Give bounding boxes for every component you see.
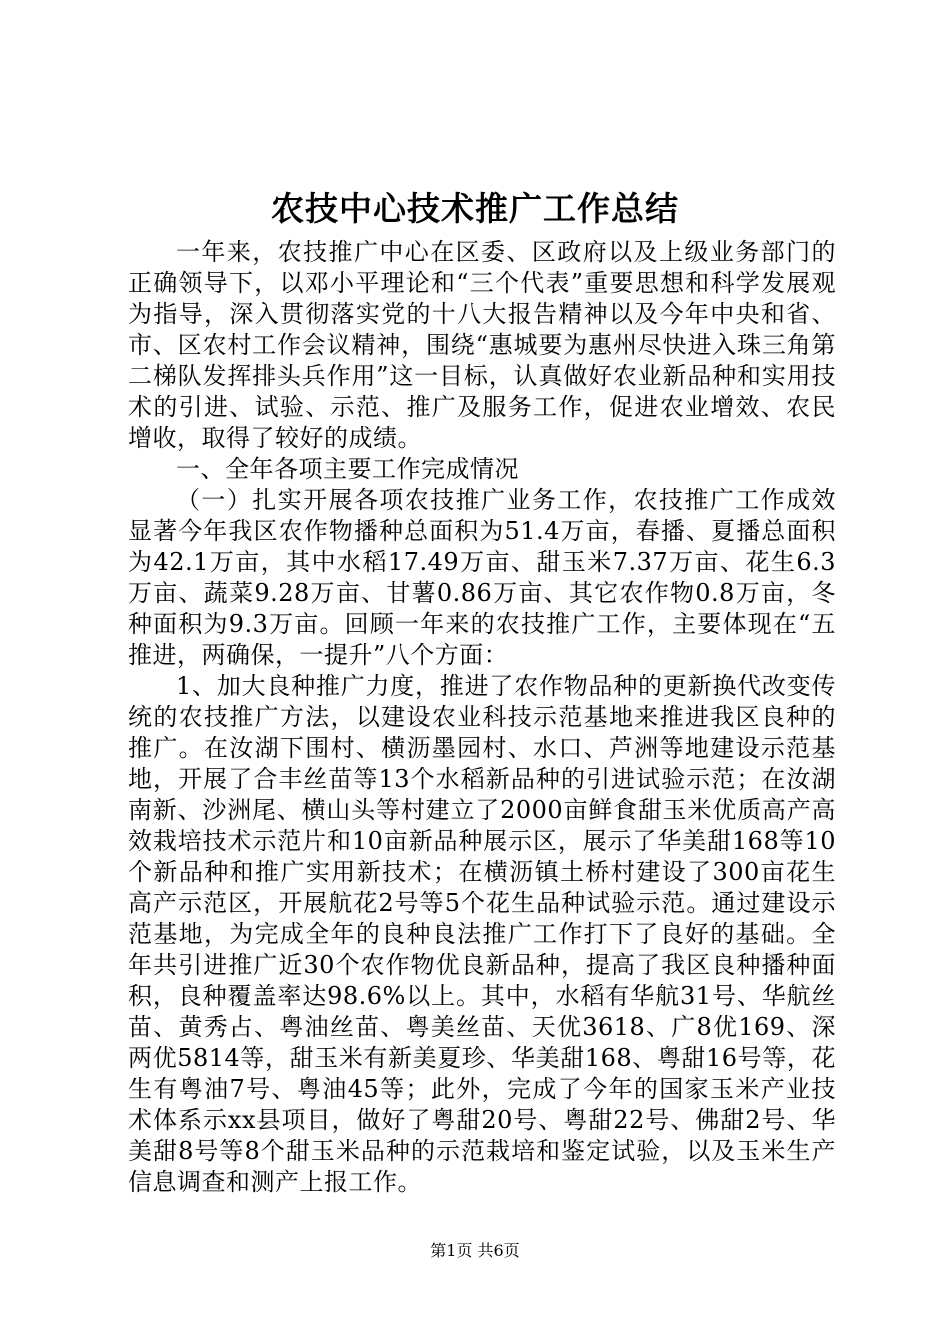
section-heading: 一、全年各项主要工作完成情况 (176, 455, 519, 483)
paragraph-item-1: 1、加大良种推广力度，推进了农作物品种的更新换代改变传统的农技推广方法，以建设农业科技示范基地来推进我区良种的推广。在汝湖下围村、横沥墨园村、水口、芦洲等地建设示范基地，开展了合丰丝苗等13个水稻新品种的引进试验示范；在汝湖南新、沙洲尾、横山头等村建立了2000亩鲜食甜玉米优质高产高效栽培技术示范片和10亩新品种展示区，展示了华美甜168等10个新品种和推广实用新技术；在横沥镇土桥村建设了300亩花生高产示范区，开展航花2号等5个花生品种试验示范。通过建设示范基地，为完成全年的良种良法推广工作打下了良好的基础。全年共引进推广近30个农作物优良新品种，提高了我区良种播种面积，良种覆盖率达98.6%以上。其中，水稻有华航31号、华航丝苗、黄秀占、粤油丝苗、粤美丝苗、天优3618、广8优169、深两优5814等，甜玉米有新美夏珍、华美甜168、粤甜16号等，花生有粤油7号、粤油45等；此外，完成了今年的国家玉米产业技术体系示xx县项目，做好了粤甜20号、粤甜22号、佛甜2号、华美甜8号等8个甜玉米品种的示范栽培和鉴定试验，以及玉米生产信息调查和测产上报工作。 (128, 672, 836, 1196)
paragraph-subsection-1: （一）扎实开展各项农技推广业务工作，农技推广工作成效显著今年我区农作物播种总面积为51.4万亩，春播、夏播总面积为42.1万亩，其中水稻17.49万亩、甜玉米7.37万亩、花生6.3万亩、蔬菜9.28万亩、甘薯0.86万亩、其它农作物0.8万亩，冬种面积为9.3万亩。回顾一年来的农技推广工作，主要体现在“五推进，两确保，一提升”八个方面： (128, 486, 836, 669)
page-footer: 第1页 共6页 (430, 1241, 520, 1260)
paragraph-intro: 一年来，农技推广中心在区委、区政府以及上级业务部门的正确领导下，以邓小平理论和“三个代表”重要思想和科学发展观为指导，深入贯彻落实党的十八大报告精神以及今年中央和省、市、区农村工作会议精神，围绕“惠城要为惠州尽快进入珠三角第二梯队发挥排头兵作用”这一目标，认真做好农业新品种和实用技术的引进、试验、示范、推广及服务工作，促进农业增效、农民增收，取得了较好的成绩。 (128, 238, 836, 452)
document-body (128, 237, 836, 1198)
document-title: 农技中心技术推广工作总结 (271, 189, 679, 228)
